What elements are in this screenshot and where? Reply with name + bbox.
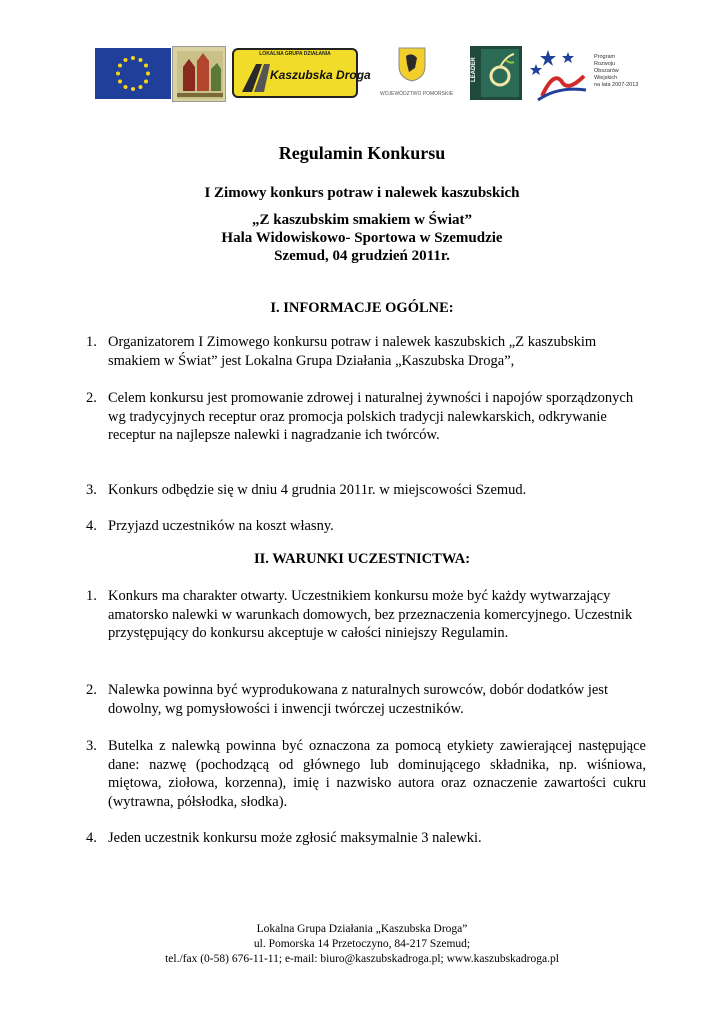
item-number: 1. bbox=[86, 334, 97, 350]
section-heading: II. WARUNKI UCZESTNICTWA: bbox=[253, 551, 471, 567]
prow-line: Rozwoju bbox=[594, 61, 616, 67]
wojewodztwo-pomorskie-logo bbox=[380, 46, 454, 102]
list-item bbox=[86, 481, 646, 500]
leader-icon bbox=[470, 46, 522, 100]
list-item bbox=[86, 517, 646, 536]
item-number: 3. bbox=[86, 482, 97, 498]
prow-stars-icon bbox=[528, 46, 592, 102]
item-text: Butelka z nalewką powinna być oznaczona za pomocą etykiety zawierającej następujące dane: nazwę (pochodzącą od głównego lub dominującego składnika, np. wiśniowa, miętowa, ziołowa, korzenna), imię i nazwisko autora oraz oznaczenie zawartości cukru (wytrawna, półsłodka, słodka). bbox=[108, 738, 646, 810]
subtitle-line: Hala Widowiskowo- Sportowa w Szemudzie bbox=[221, 230, 503, 246]
list-item bbox=[86, 333, 646, 370]
eu-flag-logo bbox=[95, 48, 171, 99]
list-item bbox=[86, 737, 646, 811]
item-number: 4. bbox=[86, 518, 97, 534]
list-item bbox=[86, 587, 646, 643]
lgd-emblem-icon bbox=[173, 47, 227, 103]
prow-line: Wiejskich bbox=[594, 75, 618, 81]
prow-text bbox=[594, 54, 638, 89]
prow-logo bbox=[528, 46, 639, 102]
item-number: 2. bbox=[86, 682, 97, 698]
prow-line: Obszarów bbox=[594, 68, 619, 74]
item-text: Jeden uczestnik konkursu może zgłosić maksymalnie 3 nalewki. bbox=[108, 830, 482, 846]
list-item bbox=[86, 681, 646, 718]
item-text: Nalewka powinna być wyprodukowana z naturalnych surowców, dobór dodatków jest dowolny, wg pomysłowości i inwencji twórczej uczestników. bbox=[108, 682, 608, 717]
eu-stars-icon bbox=[95, 48, 171, 99]
subtitle-line: I Zimowy konkurs potraw i nalewek kaszubskich bbox=[204, 185, 520, 201]
griffin-shield-icon bbox=[397, 46, 427, 82]
footer bbox=[0, 922, 724, 967]
list-item bbox=[86, 829, 646, 848]
item-number: 1. bbox=[86, 588, 97, 604]
lgd-emblem-logo bbox=[172, 46, 226, 102]
kd-name-text: Kaszubska Droga bbox=[270, 68, 371, 82]
kaszubska-droga-logo bbox=[232, 48, 371, 98]
footer-contact: tel./fax (0-58) 676-11-11; e-mail: biuro@kaszubskadroga.pl; www.kaszubskadroga.pl bbox=[165, 953, 559, 965]
prow-line: Program bbox=[594, 54, 616, 60]
document-title: Regulamin Konkursu bbox=[278, 143, 446, 163]
subtitle-line: Szemud, 04 grudzień 2011r. bbox=[274, 248, 450, 264]
footer-address: ul. Pomorska 14 Przetoczyno, 84-217 Szemud; bbox=[253, 938, 471, 950]
list-item bbox=[86, 389, 646, 445]
item-text: Celem konkursu jest promowanie zdrowej i naturalnej żywności i napojów sporządzonych wg tradycyjnych receptur oraz promocja polskich tradycji nalewkarskich, odkrywanie receptur na najlepsze nalewki i nagradzanie ich twórców. bbox=[108, 390, 634, 443]
item-text: Organizatorem I Zimowego konkursu potraw i nalewek kaszubskich „Z kaszubskim smakiem w Świat” jest Lokalna Grupa Działania „Kaszubska Droga”, bbox=[108, 334, 597, 369]
item-number: 3. bbox=[86, 738, 97, 754]
item-number: 2. bbox=[86, 390, 97, 406]
kd-top-text: LOKALNA GRUPA DZIAŁANIA bbox=[259, 51, 331, 57]
subtitle-line: „Z kaszubskim smakiem w Świat” bbox=[251, 212, 473, 228]
woj-caption: WOJEWÓDZTWO POMORSKIE bbox=[380, 91, 454, 97]
leader-logo bbox=[470, 46, 522, 100]
item-number: 4. bbox=[86, 830, 97, 846]
section-heading: I. INFORMACJE OGÓLNE: bbox=[270, 300, 454, 316]
item-text: Konkurs ma charakter otwarty. Uczestnikiem konkursu może być każdy wytwarzający amatorsko nalewki w warunkach domowych, bez przeznaczenia komercyjnego. Uczestnik przystępujący do konkursu akceptuje w całości niniejszy Regulamin. bbox=[108, 588, 633, 641]
prow-line: na lata 2007-2013 bbox=[594, 82, 639, 88]
leader-text: LEADER bbox=[471, 57, 477, 82]
logo-strip bbox=[0, 44, 724, 104]
footer-org: Lokalna Grupa Działania „Kaszubska Droga” bbox=[256, 923, 468, 935]
item-text: Przyjazd uczestników na koszt własny. bbox=[108, 518, 334, 534]
item-text: Konkurs odbędzie się w dniu 4 grudnia 2011r. w miejscowości Szemud. bbox=[108, 482, 527, 498]
